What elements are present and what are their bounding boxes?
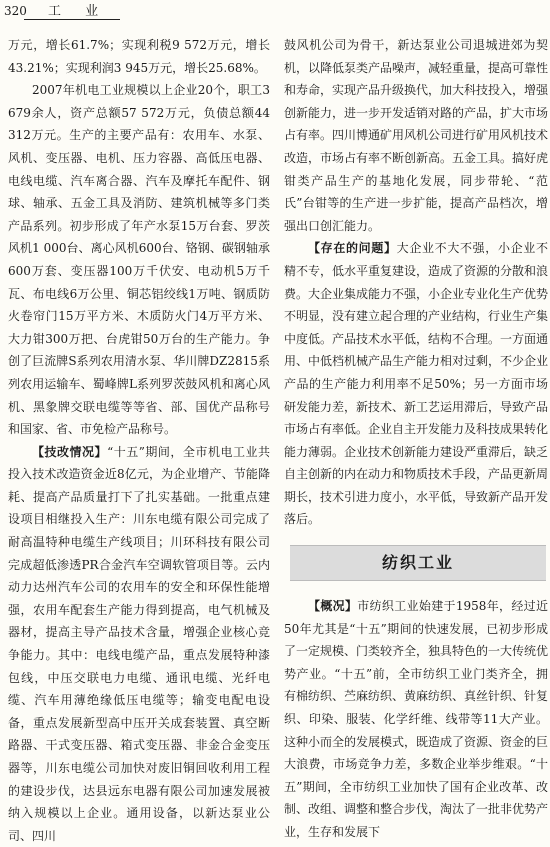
header-rule (24, 19, 120, 20)
section-title: 工 业 (48, 4, 109, 19)
section-tag: 【概况】 (308, 599, 358, 614)
page-number: 320 (4, 4, 27, 18)
running-header (4, 2, 134, 20)
paragraph-tech-upgrade (8, 441, 270, 847)
paragraph-text: 市纺织工业始建于1958年，经过近50年尤其是“十五”期间的快速发展，已初步形成了一定规模、门类较齐全，独具特色的一大传统优势产业。“十五”前，全市纺织工业门类齐全，拥有棉纺织、苎麻纺织、黄麻纺织、真丝针织、针复织、印染、服装、化学纤维、线带等11大产业。这种小而全的发展模式，既造成了资源、资金的巨大浪费，市场竞争力差，多数企业举步维艰。“十五”期间，全市纺织工业加快了国有企业改革、改制、改组、调整和整合步伐，淘汰了一批非优势产业，生存和发展下 (284, 599, 549, 839)
paragraph-text: 大企业不大不强，小企业不精不专，低水平重复建设，造成了资源的分散和浪费。大企业集成能力不强，小企业专业化生产优势不明显，没有建立起合理的产业结构，行业生产集中度低。产品技术水平低，结构不合理。一方面通用、中低档机械产品生产能力相对过剩，不少企业产品的生产能力利用率不足50%；另一方面市场研发能力差，新技术、新工艺运用滞后，导致产品市场占有率低。企业自主开发能力及科技成果转化能力薄弱。企业技术创新能力建设严重滞后，缺乏自主创新的内在动力和物质技术手段，产品更新周期长，技术引进力度小，水平低，导致新产品开发落后。 (284, 241, 549, 527)
right-column (284, 34, 549, 839)
section-tag: 【存在的问题】 (308, 241, 397, 256)
section-banner: 纺织工业 (290, 545, 546, 581)
paragraph-continuation: 鼓风机公司为骨干，新达泵业公司退城进郊为契机，以降低泵类产品噪声，减轻重量，提高可靠性和寿命，实现产品升级换代，加大科技投入，增强创新能力，进一步开发适销对路的产品，扩大市场占有率。四川博通矿用风机公司进行矿用风机技术改造，市场占有率不断创新高。五金工具。搞好虎钳类产品生产的基地化发展，同步带轮、“范氏”台钳等的生产进一步扩能，提高产品档次，增强出口创汇能力。 (284, 38, 549, 233)
section-tag: 【技改情况】 (32, 444, 108, 459)
paragraph-continuation: 万元，增长61.7%；实现利税9 572万元，增长43.21%；实现利润3 945万元，增长25.68%。 (8, 38, 270, 75)
paragraph-problems (284, 237, 548, 531)
paragraph-overview: 2007年机电工业规模以上企业20个，职工3 679余人，资产总额57 572万元，负债总额44 312万元。生产的主要产品有：农用车、水泵、风机、变压器、电机、压力容器、高低压电器、电线电缆、汽车离合器、汽车及摩托车配件、钢球、轴承、五金工具及消防、建筑机械等多门类产品系列。初步形成了年产水泵15万台套、罗茨风机1 000台、离心风机600台、铬钢、碳钢轴承600万套、变压器100万千伏安、电动机5万千瓦、布电线6万公里、铜芯铝绞线1万吨、钢质防火卷帘门15万平方米、木质防火门4万平方米、大力钳300万把、台虎钳50万台的生产能力。争创了巨流牌S系列农用清水泵、华川牌DZ2815系列农用运输车、蜀峰牌L系列罗茨鼓风机和离心风机、黑象牌交联电缆等等省、部、国优产品称号和国家、省、市免检产品称号。 (8, 83, 270, 437)
paragraph-text: “十五”期间，全市机电工业共投入技术改造资金近8亿元，为企业增产、节能降耗、提高产品质量打下了扎实基础。一批重点建设项目相继投入生产：川东电缆有限公司完成了耐高温特种电缆生产线项目；川环科技有限公司完成超低渗透PR合金汽车空调软管项目等。云内动力达州汽车公司的农用车的安全和环保性能增强，农用车配套生产能力得到提高，电气机械及器材，提高主导产品技术含量，增强企业核心竞争能力。其中：电线电缆产品，重点发展特种漆包线，中压交联电力电缆、通讯电缆、光纤电缆、汽车用薄绝缘低压电缆等；输变电配电设备，重点发展新型高中压开关成套装置、真空断路器、干式变压器、箱式变压器、非金合金变压器等，川东电缆公司加快对废旧铜回收利用工程的建设步伐，达县远东电器有限公司加速发展被纳入规模以上企业。通用设备，以新达泵业公司、四川 (8, 444, 270, 843)
paragraph-textile-overview (284, 595, 548, 844)
left-column (8, 34, 270, 843)
